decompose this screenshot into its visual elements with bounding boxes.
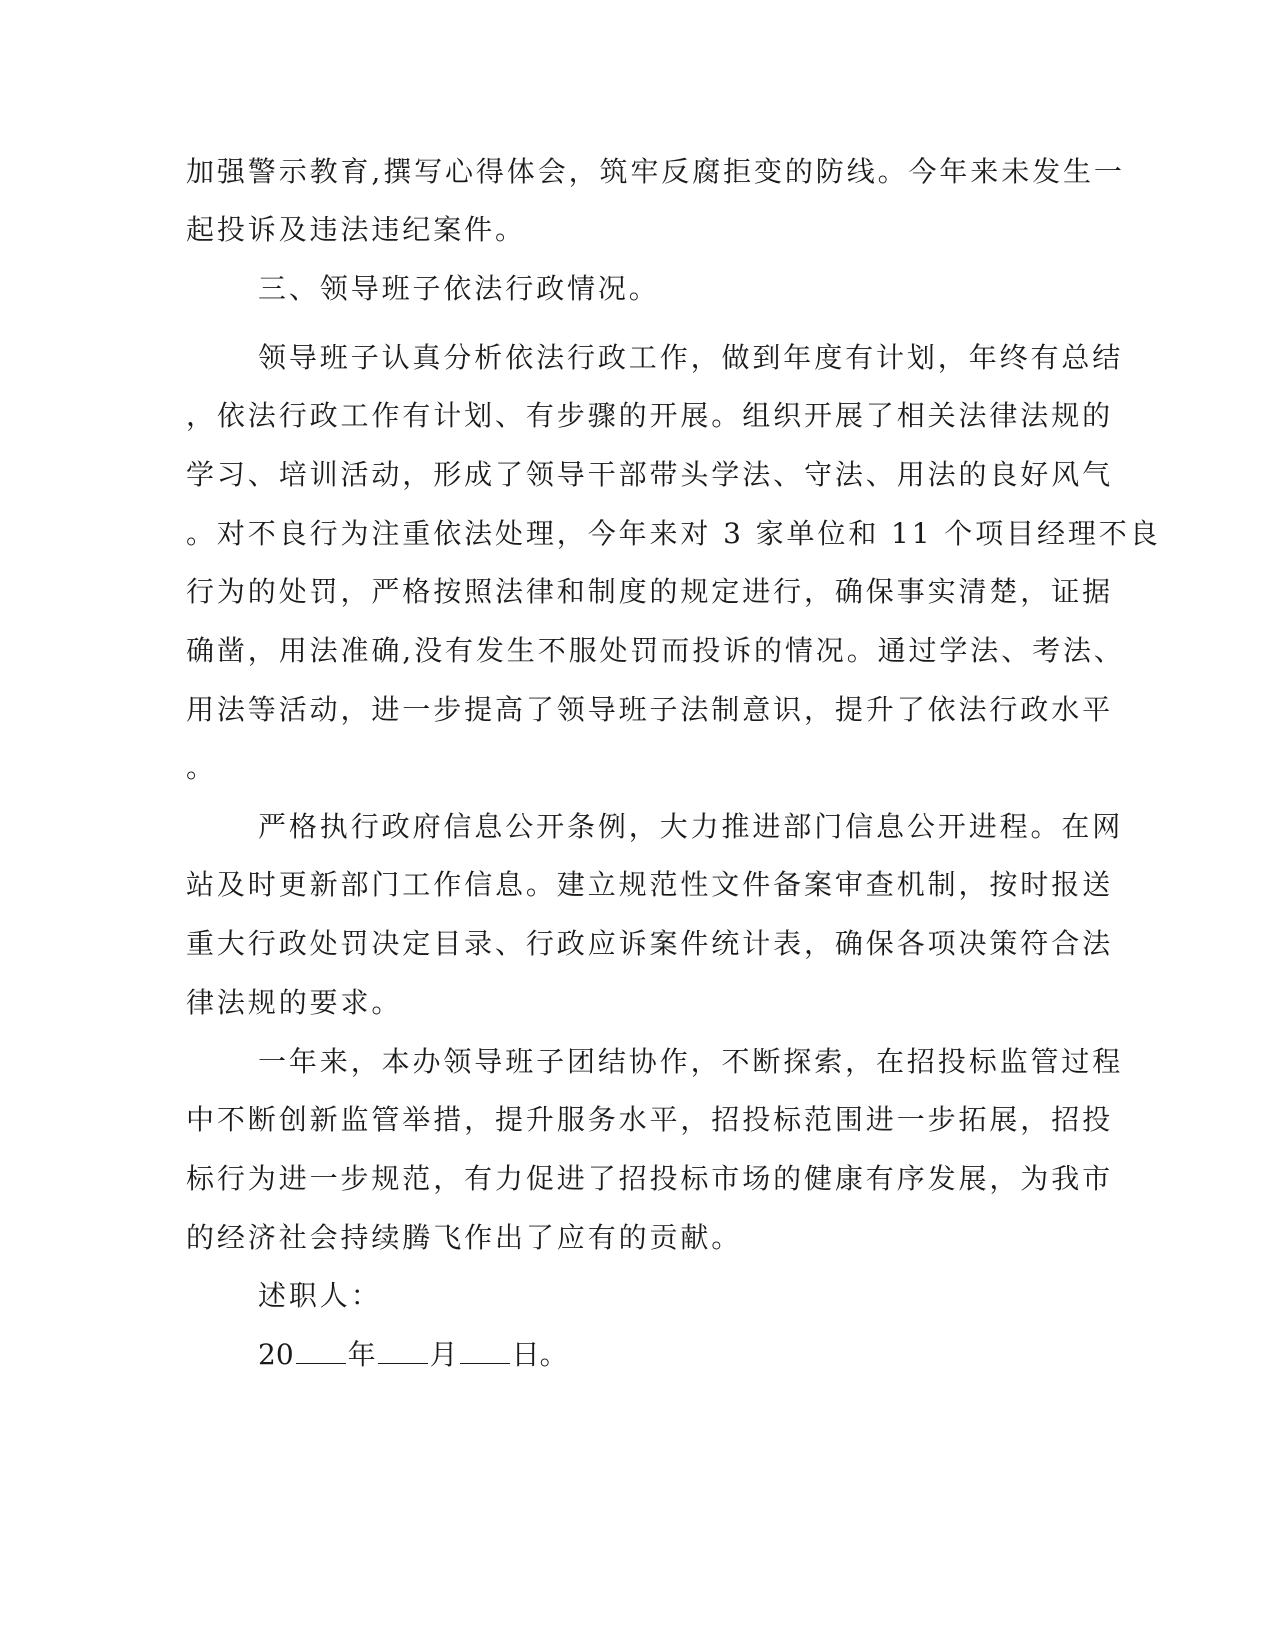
- text-line: 严格执行政府信息公开条例，大力推进部门信息公开进程。在网: [258, 810, 1124, 843]
- text-line: 站及时更新部门工作信息。建立规范性文件备案审查机制，按时报送: [186, 868, 1114, 901]
- month-blank: [378, 1337, 428, 1364]
- year-blank: [296, 1337, 346, 1364]
- text-line: ，依法行政工作有计划、有步骤的开展。组织开展了相关法律法规的: [186, 399, 1114, 432]
- text-line: 用法等活动，进一步提高了领导班子法制意识，提升了依法行政水平: [186, 693, 1114, 726]
- text-line: 确凿，用法准确,没有发生不服处罚而投诉的情况。通过学法、考法、: [186, 634, 1125, 667]
- text-line: 一年来，本办领导班子团结协作，不断探索，在招投标监管过程: [258, 1045, 1124, 1078]
- signatory-label: 述职人：: [258, 1279, 382, 1312]
- text-line: 。对不良行为注重依法处理，今年来对 3 家单位和 11 个项目经理不良: [186, 517, 1161, 550]
- date-line: [258, 1335, 568, 1375]
- day-blank: [460, 1337, 510, 1364]
- section-heading: 三、领导班子依法行政情况。: [258, 272, 660, 305]
- text-line: 标行为进一步规范，有力促进了招投标市场的健康有序发展，为我市: [186, 1162, 1114, 1195]
- date-year-label: 年: [347, 1338, 376, 1371]
- date-day-label: 日。: [511, 1338, 568, 1371]
- text-line: 。: [186, 751, 217, 784]
- text-line: 领导班子认真分析依法行政工作，做到年度有计划，年终有总结: [258, 341, 1124, 374]
- date-month-label: 月: [429, 1338, 458, 1371]
- text-line: 中不断创新监管举措，提升服务水平，招投标范围进一步拓展，招投: [186, 1103, 1114, 1136]
- text-line: 加强警示教育,撰写心得体会，筑牢反腐拒变的防线。今年来未发生一: [186, 155, 1125, 188]
- text-line: 律法规的要求。: [186, 986, 403, 1019]
- text-line: 重大行政处罚决定目录、行政应诉案件统计表，确保各项决策符合法: [186, 927, 1114, 960]
- date-year-prefix: 20: [258, 1338, 294, 1371]
- text-line: 的经济社会持续腾飞作出了应有的贡献。: [186, 1221, 743, 1254]
- text-line: 行为的处罚，严格按照法律和制度的规定进行，确保事实清楚，证据: [186, 575, 1114, 608]
- text-line: 学习、培训活动，形成了领导干部带头学法、守法、用法的良好风气: [186, 458, 1114, 491]
- text-line: 起投诉及违法违纪案件。: [186, 213, 526, 246]
